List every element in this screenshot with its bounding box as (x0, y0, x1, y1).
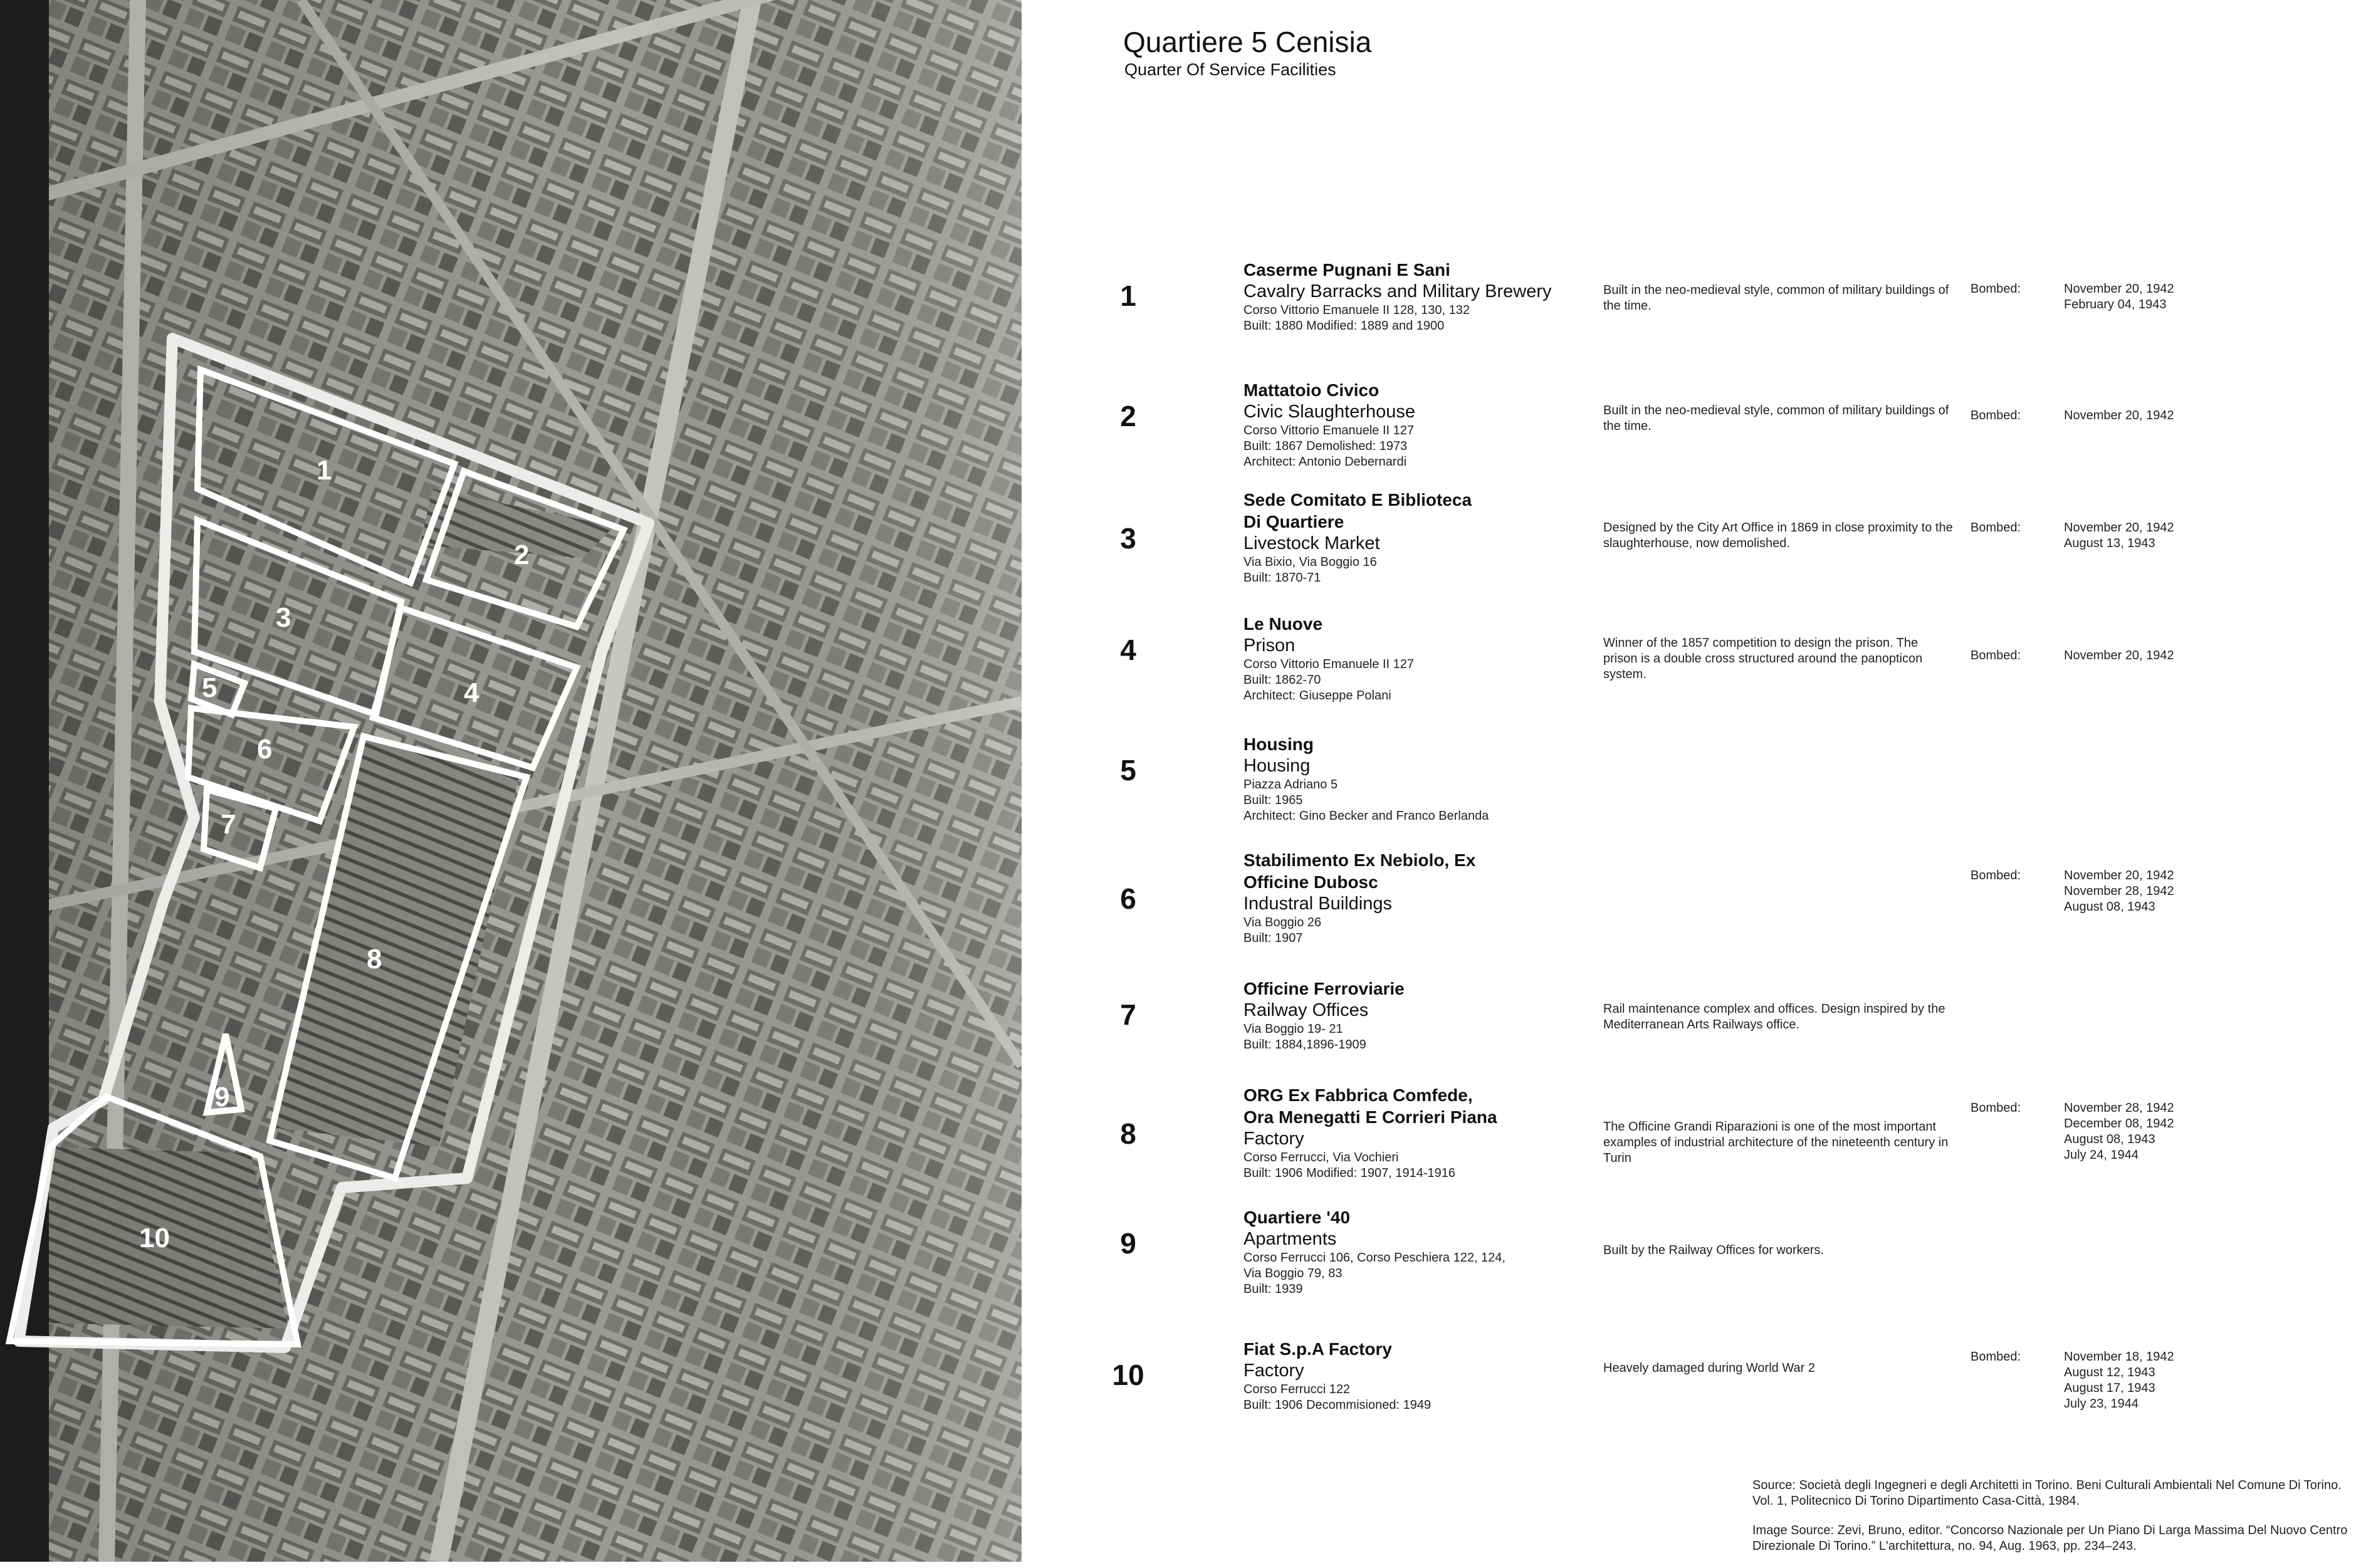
bombed-label: Bombed: (1971, 649, 2021, 662)
entry-type: Factory (1243, 1129, 1304, 1149)
bombed-dates (2064, 520, 2174, 551)
page-subtitle: Quarter Of Service Facilities (1124, 60, 1336, 79)
bombed-label: Bombed: (1971, 409, 2021, 422)
bombed-date: November 28, 1942 (2064, 884, 2174, 898)
list-item (1103, 1084, 2350, 1197)
entry-number: 6 (1120, 882, 1136, 915)
entry-description: Built in the neo-medieval style, common of military buildings of the time. (1603, 283, 1949, 313)
zone-label: 2 (514, 540, 530, 570)
entry-number: 9 (1120, 1227, 1136, 1260)
entry-detail: Built: 1867 Demolished: 1973 (1243, 439, 1408, 453)
entry-number: 4 (1120, 634, 1136, 666)
entry-type: Civic Slaughterhouse (1243, 402, 1416, 422)
entry-detail: Corso Vittorio Emanuele II 127 (1243, 657, 1415, 671)
entry-number: 8 (1120, 1117, 1136, 1150)
bombed-label: Bombed: (1971, 1101, 2021, 1115)
bombed-date: August 12, 1943 (2064, 1366, 2155, 1379)
bombed-date: November 28, 1942 (2064, 1101, 2174, 1115)
entry-type: Factory (1243, 1361, 1304, 1381)
list-item (1103, 978, 2350, 1090)
bombed-date: August 08, 1943 (2064, 900, 2155, 914)
entry-detail: Built: 1965 (1243, 793, 1303, 807)
entry-name: Quartiere '40 (1243, 1208, 1351, 1227)
entry-detail: Piazza Adriano 5 (1243, 778, 1338, 792)
aerial-photo (0, 0, 1022, 1562)
aerial-map (0, 0, 1022, 1562)
bombed-date: November 20, 1942 (2064, 282, 2174, 296)
list-item (1103, 849, 2350, 962)
entry-name: Mattatoio Civico (1243, 380, 1379, 400)
entry-detail: Corso Vittorio Emanuele II 127 (1243, 424, 1415, 437)
entry-info (1243, 259, 1607, 334)
entry-number: 10 (1112, 1359, 1144, 1391)
entry-description: Winner of the 1857 competition to design the prison. The prison is a double cross structured around the panopticon system. (1603, 636, 1923, 681)
bombed-dates (2064, 281, 2174, 313)
entry-description: Heavely damaged during World War 2 (1603, 1361, 1815, 1375)
list-item (1103, 613, 2350, 726)
bombed-date: August 08, 1943 (2064, 1132, 2155, 1146)
entry-detail: Built: 1870-71 (1243, 571, 1321, 585)
entry-type: Housing (1243, 756, 1311, 776)
bombed-date: November 20, 1942 (2064, 649, 2174, 662)
entry-info (1243, 379, 1607, 470)
bombed-date: November 20, 1942 (2064, 409, 2174, 422)
source-citation: Source: Società degli Ingegneri e degli Architetti in Torino. Beni Culturali Ambientali Nel Comune Di Torino. Vol. 1, Politecnico Di Torino Dipartimento Casa-Città, 1984. (1752, 1478, 2342, 1508)
image-source-citation: Image Source: Zevi, Bruno, editor. “Concorso Nazionale per Un Piano Di Larga Massima Del Nuovo Centro Direzionale Di Torino.” L'architettura, no. 94, Aug. 1963, pp. 234–243. (1752, 1524, 2348, 1553)
bombed-date: November 20, 1942 (2064, 521, 2174, 535)
bombed-dates (2064, 868, 2174, 915)
entry-info (1243, 1084, 1607, 1181)
entry-detail: Via Boggio 79, 83 (1243, 1267, 1343, 1280)
entry-type: Cavalry Barracks and Military Brewery (1243, 281, 1552, 301)
entry-detail: Via Bixio, Via Boggio 16 (1243, 555, 1377, 569)
entry-detail: Corso Vittorio Emanuele II 128, 130, 132 (1243, 303, 1470, 317)
entry-detail: Built: 1862-70 (1243, 673, 1321, 687)
bombed-label: Bombed: (1971, 521, 2021, 535)
entry-detail: Architect: Antonio Debernardi (1243, 455, 1407, 469)
entry-info (1243, 978, 1607, 1053)
bombed-dates (2064, 1100, 2174, 1163)
entry-name: Le Nuove (1243, 614, 1323, 634)
entry-name: Caserme Pugnani E Sani (1243, 260, 1450, 280)
sources (1752, 1478, 2354, 1568)
entry-name: Di Quartiere (1243, 512, 1344, 531)
entry-description: Designed by the City Art Office in 1869 in close proximity to the slaughterhouse, now demolished. (1603, 521, 1953, 550)
bombed-date: July 23, 1944 (2064, 1397, 2139, 1411)
entry-type: Industral Buildings (1243, 894, 1392, 914)
entry-number: 3 (1120, 522, 1136, 555)
entry-name: Officine Ferroviarie (1243, 979, 1405, 998)
zone-label: 9 (214, 1082, 230, 1112)
entry-type: Railway Offices (1243, 1000, 1369, 1020)
entry-name: Ora Menegatti E Corrieri Piana (1243, 1107, 1497, 1127)
entry-detail: Built: 1939 (1243, 1282, 1303, 1296)
entry-type: Prison (1243, 635, 1296, 656)
bombed-label: Bombed: (1971, 1350, 2021, 1364)
zone-label: 5 (202, 672, 217, 703)
list-item (1103, 1338, 2350, 1451)
bombed-date: August 13, 1943 (2064, 536, 2155, 550)
bombed-date: August 17, 1943 (2064, 1381, 2155, 1395)
list-item (1103, 379, 2350, 492)
entry-detail: Via Boggio 26 (1243, 916, 1322, 929)
entry-detail: Corso Ferrucci 122 (1243, 1382, 1351, 1396)
entry-description: Built by the Railway Offices for workers. (1603, 1243, 1824, 1257)
zone-label: 7 (221, 809, 236, 840)
bombed-label: Bombed: (1971, 869, 2021, 882)
entry-detail: Via Boggio 19- 21 (1243, 1022, 1343, 1036)
bombed-date: February 04, 1943 (2064, 298, 2167, 311)
entry-info (1243, 1338, 1607, 1413)
entry-name: Officine Dubosc (1243, 872, 1378, 892)
entry-number: 1 (1120, 280, 1136, 312)
zone-label: 3 (276, 602, 291, 633)
zone-label: 8 (367, 944, 382, 975)
page-title: Quartiere 5 Cenisia (1123, 26, 1372, 58)
entry-info (1243, 733, 1607, 824)
entry-number: 2 (1120, 400, 1136, 432)
bombed-dates (2064, 408, 2174, 424)
entry-detail: Corso Ferrucci, Via Vochieri (1243, 1151, 1399, 1164)
entry-detail: Built: 1907 (1243, 931, 1303, 945)
entry-detail: Built: 1906 Decommisioned: 1949 (1243, 1398, 1432, 1412)
entry-info (1243, 849, 1607, 946)
bombed-dates (2064, 1349, 2174, 1412)
entry-name: Fiat S.p.A Factory (1243, 1339, 1393, 1359)
bombed-date: November 18, 1942 (2064, 1350, 2174, 1364)
list-item (1103, 733, 2350, 846)
entry-type: Livestock Market (1243, 533, 1380, 553)
bombed-date: July 24, 1944 (2064, 1148, 2139, 1162)
entry-detail: Corso Ferrucci 106, Corso Peschiera 122, 124, (1243, 1251, 1505, 1265)
entry-description: Built in the neo-medieval style, common of military buildings of the time. (1603, 404, 1949, 433)
list-item (1103, 489, 2350, 602)
zone-label: 6 (257, 734, 273, 765)
entry-detail: Built: 1884,1896-1909 (1243, 1038, 1366, 1052)
entry-number: 7 (1120, 998, 1136, 1031)
entry-info (1243, 489, 1607, 586)
bombed-dates (2064, 648, 2174, 664)
bombed-label: Bombed: (1971, 282, 2021, 296)
entry-name: Housing (1243, 734, 1314, 754)
entry-number: 5 (1120, 754, 1136, 787)
entry-detail: Built: 1880 Modified: 1889 and 1900 (1243, 319, 1445, 333)
entry-detail: Built: 1906 Modified: 1907, 1914-1916 (1243, 1166, 1456, 1180)
entry-description: The Officine Grandi Riparazioni is one of the most important examples of industrial architecture of the nineteenth century in Turin (1603, 1120, 1949, 1165)
zone-label: 10 (139, 1223, 170, 1253)
bombed-date: December 08, 1942 (2064, 1117, 2174, 1131)
entry-name: Sede Comitato E Biblioteca (1243, 490, 1472, 510)
entry-detail: Architect: Giuseppe Polani (1243, 689, 1391, 703)
entry-name: Stabilimento Ex Nebiolo, Ex (1243, 850, 1476, 870)
bombed-date: November 20, 1942 (2064, 869, 2174, 882)
entry-name: ORG Ex Fabbrica Comfede, (1243, 1085, 1473, 1105)
entry-description: Rail maintenance complex and offices. Design inspired by the Mediterranean Arts Railways office. (1603, 1002, 1945, 1032)
list-item (1103, 1206, 2350, 1319)
entry-type: Apartments (1243, 1229, 1337, 1249)
zone-label: 4 (464, 677, 479, 708)
entry-info (1243, 613, 1607, 704)
list-item (1103, 259, 2350, 372)
entry-info (1243, 1206, 1607, 1297)
entry-detail: Architect: Gino Becker and Franco Berlanda (1243, 809, 1489, 823)
zone-label: 1 (317, 455, 332, 486)
